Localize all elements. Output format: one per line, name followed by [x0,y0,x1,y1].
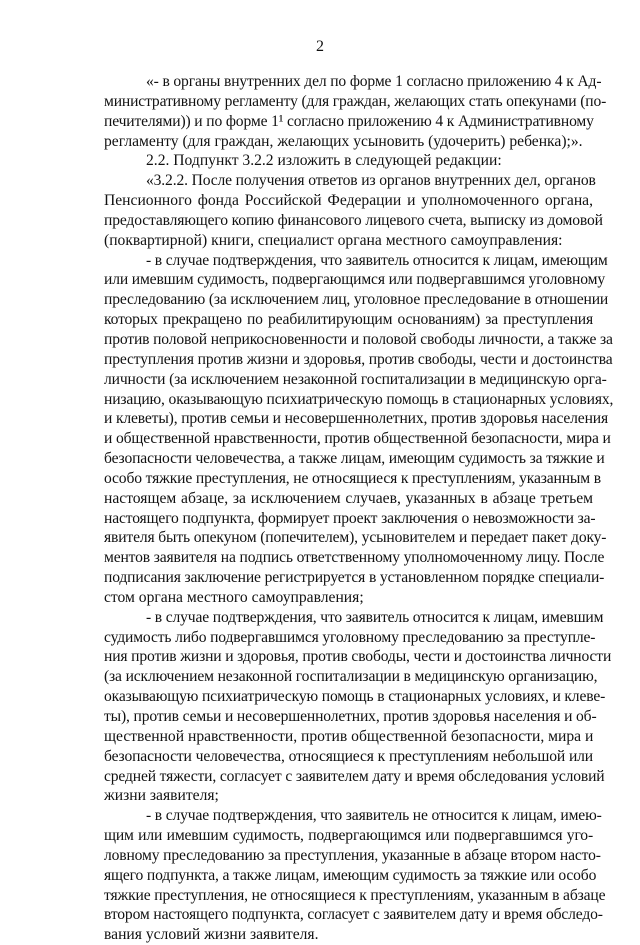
text-line: и клеветы), против семьи и несовершеннолетних, против здоровья населения [104,410,608,428]
text-line: преступления против жизни и здоровья, против свободы, чести и достоинства [104,350,613,368]
text-line: особо тяжкие преступления, не относящиеся к преступлениям, указанным в [104,469,601,487]
text-line: ты), против семьи и несовершеннолетних, против здоровья населения и об- [104,708,597,725]
document-body [104,72,614,945]
text-line: настоящем абзаце, за исключением случаев, указанных в абзаце третьем [104,489,593,507]
text-line: стом органа местного самоуправления; [104,588,364,606]
text-line: личности (за исключением незаконной госпитализации в медицинскую орга- [104,370,607,388]
text-line: 2.2. Подпункт 3.2.2 изложить в следующей редакции: [146,152,502,170]
text-line: безопасности человечества, а также лицам, имеющим судимость за тяжкие и [104,450,605,468]
text-line: Пенсионного фонда Российской Федерации и уполномоченного органа, [104,192,593,210]
text-line: безопасности человечества, относящиеся к преступлениям небольшой или [104,747,593,765]
text-line: низацию, оказывающую психиатрическую помощь в стационарных условиях, [104,390,614,408]
text-line: преследованию (за исключением лиц, уголовное преследование в отношении [104,291,609,309]
text-line: (поквартирной) книги, специалист органа местного самоуправления: [104,231,563,249]
text-line: министративному регламенту (для граждан, желающих стать опекунами (по- [104,92,607,110]
text-line: щим или имевшим судимость, подвергающимся или подвергавшимся уго- [104,827,593,845]
text-line: жизни заявителя; [104,787,219,805]
text-line: «- в органы внутренних дел по форме 1 согласно приложению 4 к Ад- [146,73,602,90]
text-line: тяжкие преступления, не относящиеся к преступлениям, указанным в абзаце [104,886,606,904]
text-line: ящего подпункта, а также лицам, имеющим судимость за тяжкие или особо [104,866,597,884]
text-line: явителя быть опекуном (попечителем), усыновителем и передает пакет доку- [104,529,607,547]
text-line: предоставляющего копию финансового лицевого счета, выписку из домовой [104,211,603,229]
text-line: щественной нравственности, против общественной безопасности, мира и [104,727,594,745]
text-line: оказывающую психиатрическую помощь в стационарных условиях, и клеве- [104,688,606,706]
text-line: подписания заключение регистрируется в установленном порядке специали- [104,569,605,587]
text-line: судимость либо подвергавшимся уголовному преследованию за преступле- [104,628,596,646]
text-line: ловному преследованию за преступления, указанные в абзаце втором насто- [104,846,601,864]
text-line: ния против жизни и здоровья, против свободы, чести и достоинства личности [104,648,612,666]
text-line: «3.2.2. После получения ответов из органов внутренних дел, органов [146,172,596,190]
text-line: - в случае подтверждения, что заявитель относится к лицам, имевшим [146,608,604,626]
text-line: - в случае подтверждения, что заявитель не относится к лицам, имею- [146,807,602,825]
text-line: или имевшим судимость, подвергающимся или подвергавшимся уголовному [104,271,605,289]
text-line: которых прекращено по реабилитирующим основаниям) за преступления [104,311,593,329]
text-line: и общественной нравственности, против общественной безопасности, мира и [104,430,611,448]
text-line: печителями)) и по форме 1¹ согласно приложению 4 к Административному [104,112,594,130]
text-line: ментов заявителя на подпись ответственному уполномоченному лицу. После [104,549,605,567]
text-line: втором настоящего подпункта, согласует с заявителем дату и время обследо- [104,906,603,924]
text-line: (за исключением незаконной госпитализации в медицинскую организацию, [104,668,598,686]
text-line: вания условий жизни заявителя. [104,926,319,944]
page-number: 2 [316,38,324,55]
text-line: против половой неприкосновенности и половой свободы личности, а также за [104,330,613,348]
text-line: средней тяжести, согласует с заявителем дату и время обследования условий [104,767,605,785]
text-line: регламенту (для граждан, желающих усыновить (удочерить) ребенка);». [104,132,583,150]
text-line: настоящего подпункта, формирует проект заключения о невозможности за- [104,509,596,527]
text-line: - в случае подтверждения, что заявитель относится к лицам, имеющим [146,251,608,269]
